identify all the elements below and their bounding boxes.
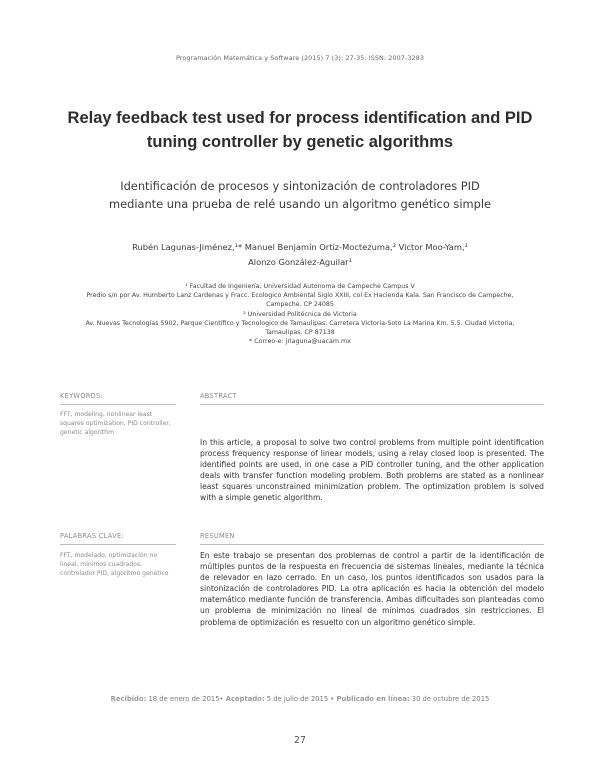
affiliation-line: ¹ Facultad de Ingeniería, Universidad Autonoma de Campeche Campus V	[185, 283, 415, 290]
affiliation-line: Av. Nuevas Tecnologías 5902, Parque Científico y Tecnologico de Tamaulipas, Carretera Victoria-Soto La Marina Km. 5.5. Ciudad Victoria,	[85, 319, 515, 327]
keywords-text: FFT, modeling, nonlinear least squares optimization, PID controller, genetic algorithm	[60, 411, 171, 437]
received-date: 18 de enero de 2015	[148, 695, 220, 703]
accepted-label: Aceptado:	[225, 695, 265, 703]
affiliation-line: ² Universidad Politécnica de Victoria	[243, 310, 357, 318]
paper-title: Relay feedback test used for process identification and PID tuning controller by genetic algorithms	[67, 109, 533, 151]
affiliation-line: Tamaulipas. CP 87138	[265, 329, 335, 337]
journal-header: Programación Matemática y Software (2015) 7 (3): 27-35. ISSN: 2007-3283	[175, 54, 425, 62]
paper-subtitle: Identificación de procesos y sintonización de controladores PID mediante una prueba de relé usando un algoritmo genético simple	[108, 179, 492, 211]
keywords-label: KEYWORDS:	[60, 392, 103, 400]
keywords-divider	[60, 404, 176, 405]
resumen-text: En este trabajo se presentan dos problemas de control a partir de la identificación de múltiples puntos de la respuesta en frecuencia de sistemas lineales, mediante la técnica de relevador en lazo cerrado. En un caso, los puntos identificados son usados para la sintonización de controladores PID. La otra aplicación es hacia la obtención del modelo matemático mediante función de transferencia. Ambas dificultades son planteadas como un problema de minimización no lineal de mínimos cuadrados sin restricciones. El problema de optimización es resuelto con un algoritmo genético simple.	[200, 551, 544, 627]
author-line-2: Alonzo González-Aguilar¹	[248, 257, 352, 267]
abstract-text: In this article, a proposal to solve two control problems from multiple point identification process frequency response of linear models, using a relay closed loop is presented. The identified points are used, in one case a PID controller tuning, and the other application deals with transfer function modeling problem. Both problems are stated as a nonlinear least squares unconstrained minimization problem. The optimization problem is solved with a simple genetic algorithm.	[200, 438, 544, 503]
resumen-divider	[200, 544, 544, 545]
abstract-label: ABSTRACT	[200, 392, 237, 400]
accepted-date: 5 de julio de 2015	[266, 695, 329, 703]
affiliations	[45, 282, 555, 346]
affiliation-line: Campeche. CP 24085	[266, 301, 334, 309]
corresponding-email: * Correo-e: jrlaguna@uacam.mx	[249, 338, 351, 346]
affiliation-line: Predio s/n por Av. Humberto Lanz Cardenas y Fracc. Ecologico Ambiental Siglo XXIII, col Ex Hacienda Kala. San Francisco de Campeche,	[86, 292, 514, 300]
page-number: 27	[294, 735, 306, 746]
author-list	[100, 240, 500, 270]
author-line-1: Rubén Lagunas-Jiménez,¹* Manuel Benjamín Ortíz-Moctezuma,² Victor Moo-Yam,¹	[132, 242, 468, 252]
abstract-divider	[200, 404, 544, 405]
resumen-label: RESUMEN	[200, 532, 235, 540]
palabras-clave-text: FFT, modelado, optimización no lineal, mínimos cuadrados, controlador PID, algoritmo genético	[60, 552, 169, 578]
published-label: Publicado en línea:	[336, 695, 410, 703]
published-date: 30 de octubre de 2015	[411, 695, 490, 703]
palabras-clave-label: PALABRAS CLAVE:	[60, 532, 124, 540]
palabras-clave-divider	[60, 544, 176, 545]
received-label: Recibido:	[110, 695, 147, 703]
publication-dates: Recibido: 18 de enero de 2015• Aceptado: 5 de julio de 2015 • Publicado en línea: 30 de octubre de 2015	[110, 695, 490, 703]
